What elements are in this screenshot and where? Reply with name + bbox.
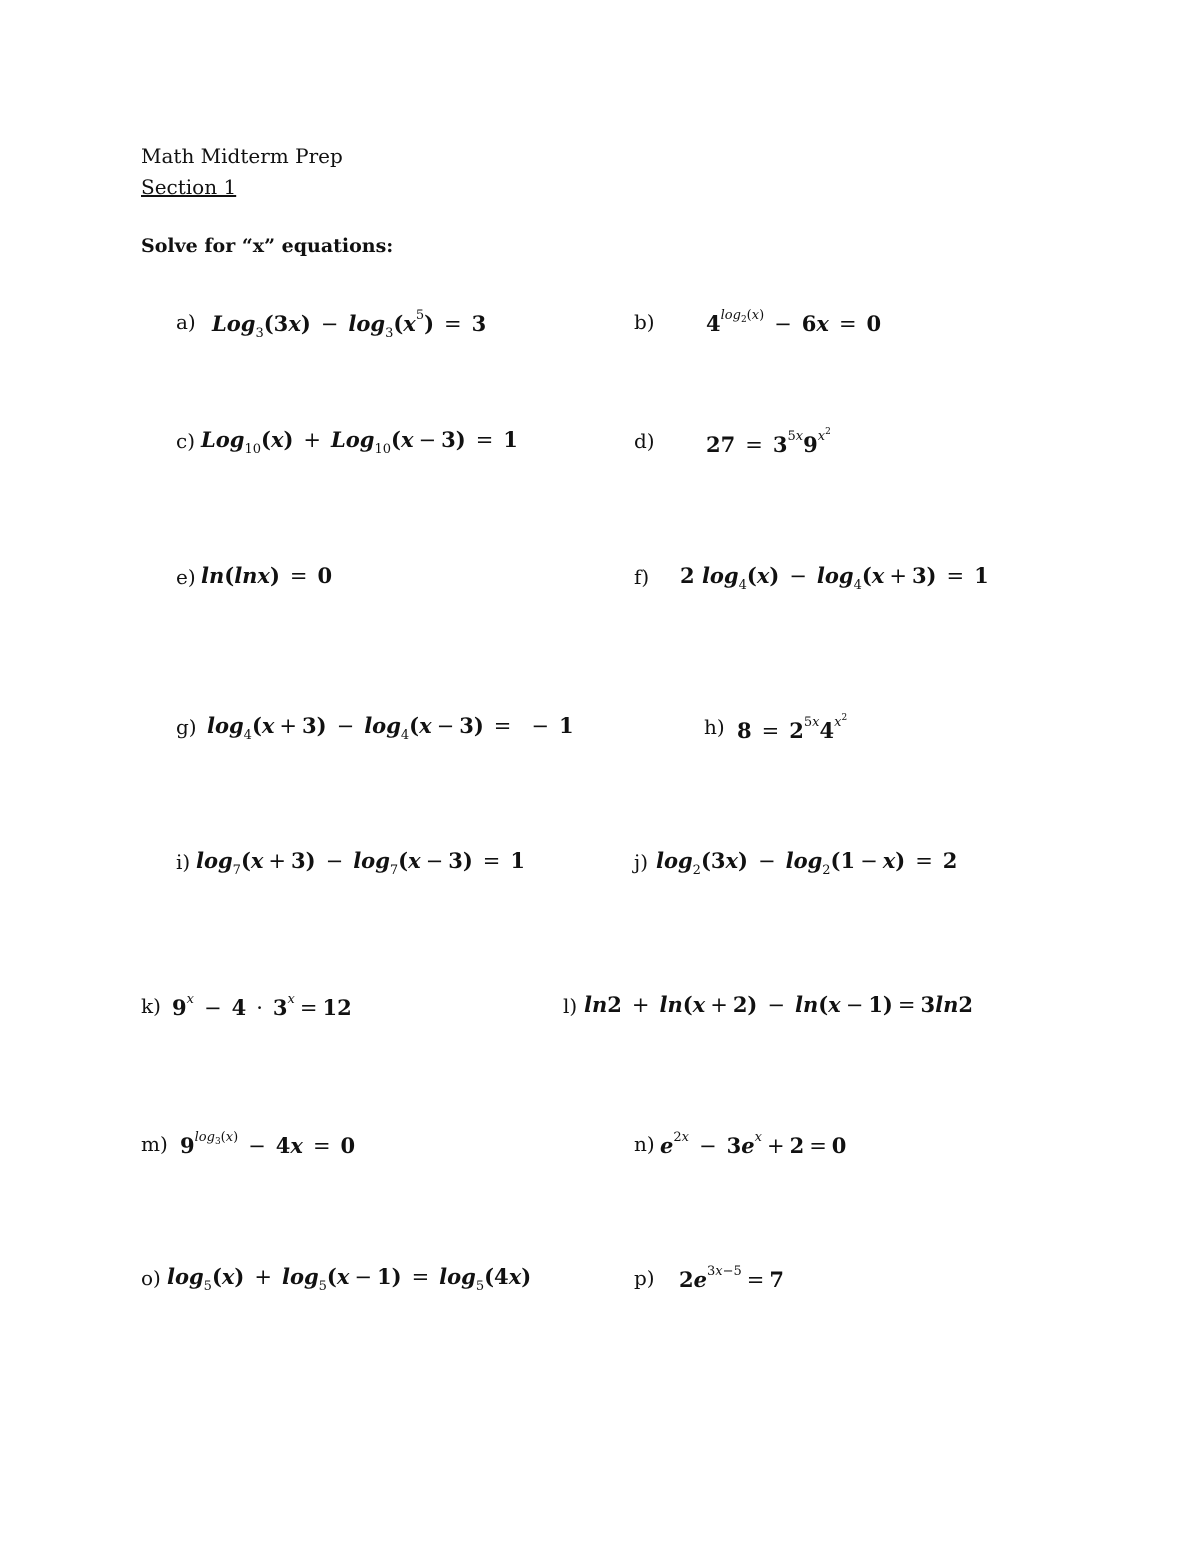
problem-label-h: h) <box>704 715 725 739</box>
equation-e: ln(lnx) = 0 <box>201 563 333 588</box>
equation-m: $9^{log_3(x)} - 4x = 0$ <box>180 1130 356 1158</box>
problem-label-j: j) <box>634 850 649 874</box>
instruction-text: Solve for “x” equations: <box>141 235 394 257</box>
document-title: Math Midterm Prep <box>141 144 343 168</box>
problem-label-l: l) <box>563 994 578 1018</box>
problem-label-g: g) <box>176 715 197 739</box>
problem-label-p: p) <box>634 1266 655 1290</box>
equation-f: 2 $\log_4(x) - \log_4(x + 3) = 1$ <box>680 563 989 593</box>
equation-k: $9^x - 4 \cdot 3^x = 12$ <box>172 992 352 1020</box>
problem-label-e: e) <box>176 565 196 589</box>
equation-a: $Log_3(3x) - \log_3(x^5) = 3$ <box>212 308 487 341</box>
equation-g: $\log_4(x + 3) - \log_4(x - 3)$ = − 1 <box>207 713 574 743</box>
equation-d: $27 = 3^{5x}9^{x^2}$ <box>706 427 831 457</box>
equation-o: $\log_5(x) + \log_5(x - 1) = \log_5(4x)$ <box>167 1264 532 1294</box>
problem-label-b: b) <box>634 310 655 334</box>
equation-j: $\log_2(3x) - \log_2(1 - x) = 2$ <box>656 848 958 878</box>
problem-label-f: f) <box>634 565 650 589</box>
problem-label-m: m) <box>141 1132 168 1156</box>
problem-label-i: i) <box>176 850 191 874</box>
equation-n: $e^{2x} - 3e^x + 2 = 0$ <box>660 1130 847 1158</box>
equation-i: $\log_7(x + 3) - \log_7(x - 3) = 1$ <box>196 848 526 878</box>
equation-p: $2e^{3x-5} = 7$ <box>679 1264 785 1292</box>
problem-label-c: c) <box>176 429 196 453</box>
section-heading: Section 1 <box>141 175 237 199</box>
problem-label-o: o) <box>141 1266 161 1290</box>
equation-b: $4^{log_2(x)} - 6x = 0$ <box>706 308 882 336</box>
equation-l: ln2 + ln(x + 2) − ln(x − 1) = 3ln2 <box>584 992 973 1017</box>
problem-label-a: a) <box>176 310 196 334</box>
problem-label-d: d) <box>634 429 655 453</box>
equation-h: $8 = 2^{5x}4^{x^2}$ <box>737 713 848 743</box>
equation-c: Log$_{10}$(x) + Log$_{10}$(x − 3) = 1 <box>201 427 518 457</box>
problem-label-k: k) <box>141 994 161 1018</box>
problem-label-n: n) <box>634 1132 655 1156</box>
